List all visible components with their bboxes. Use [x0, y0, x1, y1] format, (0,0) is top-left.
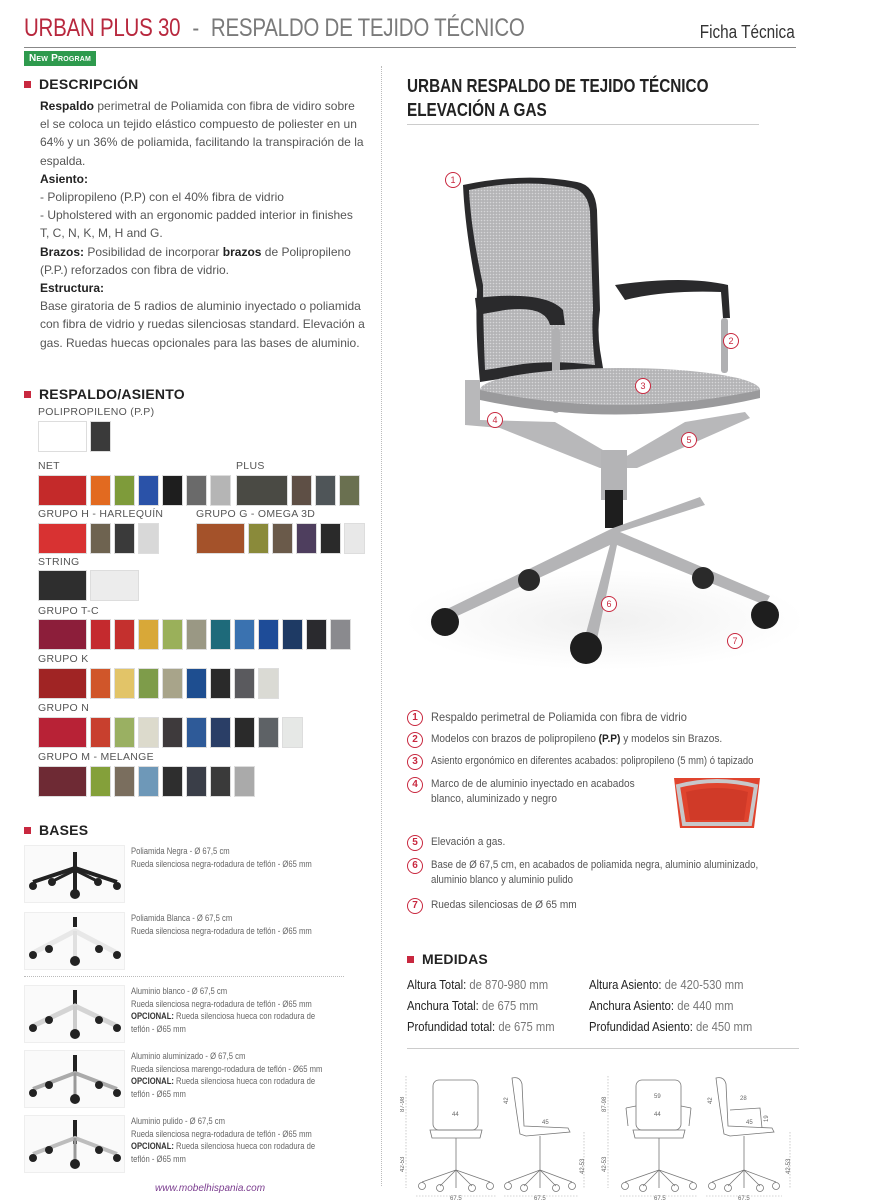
- measure-value: de 440 mm: [674, 999, 734, 1013]
- brazos-bold: brazos: [222, 244, 262, 259]
- swatch-group-label: NET: [38, 460, 60, 472]
- swatch-row-omega: [196, 523, 365, 554]
- color-swatch: [296, 523, 317, 554]
- color-swatch: [38, 717, 87, 748]
- optional-label: OPCIONAL:: [131, 1141, 174, 1151]
- medidas-heading: [407, 951, 488, 967]
- base-wheel: Rueda silenciosa negra-rodadura de teflón - Ø65 mm: [131, 1128, 312, 1139]
- measure-label: Altura Total:: [407, 978, 467, 992]
- svg-text:42-53: 42-53: [786, 1158, 792, 1174]
- feature-text: Elevación a gas.: [431, 836, 506, 848]
- feature-number-icon: 4: [407, 777, 423, 793]
- callout-3: 3: [635, 378, 651, 394]
- svg-text:44: 44: [654, 1112, 661, 1118]
- feature-item: [407, 710, 802, 726]
- color-swatch: [90, 421, 111, 452]
- section-title: DESCRIPCIÓN: [39, 76, 139, 92]
- color-swatch: [38, 421, 87, 452]
- feature-item: [407, 858, 802, 888]
- finishes-heading: [24, 386, 185, 402]
- callout-6: 6: [601, 596, 617, 612]
- section-bullet-icon: [407, 956, 414, 963]
- product-subtitle: RESPALDO DE TEJIDO TÉCNICO: [210, 14, 525, 42]
- swatch-row-plus: [236, 475, 360, 506]
- color-swatch: [339, 475, 360, 506]
- color-swatch: [114, 619, 135, 650]
- title-separator: -: [192, 14, 199, 42]
- callout-7: 7: [727, 633, 743, 649]
- color-swatch: [186, 766, 207, 797]
- title-underline: [407, 124, 759, 125]
- color-swatch: [210, 668, 231, 699]
- swatch-group-label: STRING: [38, 556, 80, 568]
- feature-number-icon: 5: [407, 835, 423, 851]
- feature-item: [407, 898, 802, 914]
- color-swatch: [306, 619, 327, 650]
- color-swatch: [162, 717, 183, 748]
- swatch-group-label: GRUPO T-C: [38, 605, 99, 617]
- swatch-row-net: [38, 475, 231, 506]
- color-swatch: [291, 475, 312, 506]
- swatch-row-harlequin: [38, 523, 159, 554]
- svg-text:67,5: 67,5: [738, 1196, 750, 1200]
- measure-label: Anchura Total:: [407, 999, 479, 1013]
- column-divider: [381, 66, 382, 1186]
- color-swatch: [162, 475, 183, 506]
- color-swatch: [315, 475, 336, 506]
- asiento-label: Asiento:: [40, 171, 88, 186]
- base-wheel: Rueda silenciosa negra-rodadura de teflón - Ø65 mm: [131, 925, 312, 936]
- swatch-group-label: GRUPO K: [38, 653, 89, 665]
- section-title: MEDIDAS: [422, 951, 488, 967]
- color-swatch: [234, 668, 255, 699]
- measure-value: de 450 mm: [692, 1020, 753, 1034]
- color-swatch: [90, 766, 111, 797]
- feature-number-icon: 1: [407, 710, 423, 726]
- color-swatch: [38, 523, 87, 554]
- base-star-icon: [24, 912, 125, 970]
- product-title-line-2: ELEVACIÓN A GAS: [407, 100, 547, 120]
- estructura-text: Base giratoria de 5 radios de aluminio inyectado o poliamida con fibra de vidrio y ruedas silenciosas standard. Elevación a gas. Ruedas huecas opcionales para las bases de aluminio.: [40, 299, 365, 350]
- feature-text: Base de Ø 67,5 cm, en acabados de poliamida negra, aluminio aluminizado,: [431, 859, 759, 871]
- color-swatch: [196, 523, 245, 554]
- measure-label: Profundidad total:: [407, 1020, 496, 1034]
- header-divider: [24, 47, 796, 48]
- base-item: [24, 1050, 354, 1110]
- color-swatch: [138, 523, 159, 554]
- color-swatch: [38, 766, 87, 797]
- base-star-icon: [24, 1115, 125, 1173]
- color-swatch: [138, 766, 159, 797]
- callout-2: 2: [723, 333, 739, 349]
- measure-label: Profundidad Asiento:: [589, 1020, 693, 1034]
- base-name: Aluminio aluminizado - Ø 67,5 cm: [131, 1051, 246, 1061]
- measure-value: de 870-980 mm: [466, 978, 549, 992]
- color-swatch: [90, 717, 111, 748]
- callout-1: 1: [445, 172, 461, 188]
- optional-text-2: teflón - Ø65 mm: [131, 1023, 186, 1034]
- color-swatch: [114, 717, 135, 748]
- color-swatch: [344, 523, 365, 554]
- brazos-text-2: de Polipropileno (P.P.) reforzados con fibra de vidrio.: [40, 244, 351, 277]
- measure-label: Anchura Asiento:: [589, 999, 675, 1013]
- section-title: RESPALDO/ASIENTO: [39, 386, 185, 402]
- feature-item: [407, 835, 802, 851]
- color-swatch: [114, 766, 135, 797]
- estructura-label: Estructura:: [40, 281, 105, 296]
- color-swatch: [210, 619, 231, 650]
- color-swatch: [258, 668, 279, 699]
- svg-text:42-53: 42-53: [580, 1158, 586, 1174]
- product-section-title: [407, 74, 708, 122]
- dimension-drawings: [400, 1070, 800, 1200]
- optional-label: OPCIONAL:: [131, 1076, 174, 1086]
- feature-number-icon: 7: [407, 898, 423, 914]
- optional-text-2: teflón - Ø65 mm: [131, 1088, 186, 1099]
- optional-label: OPCIONAL:: [131, 1011, 174, 1021]
- bases-heading: [24, 822, 88, 838]
- svg-text:67,5: 67,5: [654, 1196, 666, 1200]
- color-swatch: [258, 619, 279, 650]
- color-swatch: [272, 523, 293, 554]
- measure-value: de 675 mm: [495, 1020, 555, 1034]
- swatch-group-label: POLIPROPILENO (P.P): [38, 406, 155, 418]
- new-program-badge: New Program: [24, 51, 96, 66]
- swatch-group-label: PLUS: [236, 460, 265, 472]
- asiento-line-1: - Polipropileno (P.P) con el 40% fibra de vidrio: [40, 190, 284, 205]
- base-wheel: Rueda silenciosa marengo-rodadura de teflón - Ø65 mm: [131, 1063, 323, 1074]
- feature-text: Modelos con brazos de polipropileno: [431, 733, 599, 745]
- svg-text:67,5: 67,5: [534, 1196, 546, 1200]
- color-swatch: [90, 570, 139, 601]
- swatch-row-melange: [38, 766, 255, 797]
- color-swatch: [114, 475, 135, 506]
- color-swatch: [90, 619, 111, 650]
- color-swatch: [210, 475, 231, 506]
- color-swatch: [38, 668, 87, 699]
- feature-text-2: aluminio blanco y aluminio pulido: [431, 874, 574, 886]
- svg-text:45: 45: [542, 1120, 549, 1126]
- base-wheel: Rueda silenciosa negra-rodadura de teflón - Ø65 mm: [131, 998, 312, 1009]
- svg-text:42-53: 42-53: [400, 1156, 406, 1172]
- feature-text-2: blanco, aluminizado y negro: [431, 793, 558, 805]
- feature-number-icon: 2: [407, 732, 423, 748]
- base-name: Aluminio blanco - Ø 67,5 cm: [131, 986, 228, 996]
- svg-text:28: 28: [740, 1096, 747, 1102]
- asiento-line-2: - Upholstered with an ergonomic padded interior in finishes T, C, N, K, M, H and G.: [40, 208, 353, 241]
- section-bullet-icon: [24, 391, 31, 398]
- svg-text:45: 45: [746, 1120, 753, 1126]
- color-swatch: [138, 475, 159, 506]
- swatch-row-n: [38, 717, 303, 748]
- swatch-row-polipropileno: [38, 421, 111, 452]
- measure-value: de 675 mm: [478, 999, 539, 1013]
- base-name: Aluminio pulido - Ø 67,5 cm: [131, 1116, 225, 1126]
- color-swatch: [38, 619, 87, 650]
- section-title: BASES: [39, 822, 89, 838]
- product-name: URBAN PLUS 30: [24, 14, 181, 42]
- measure-value: de 420-530 mm: [661, 978, 744, 992]
- feature-number-icon: 3: [407, 754, 423, 770]
- feature-text-bold: (P.P): [598, 733, 621, 745]
- color-swatch: [114, 523, 135, 554]
- color-swatch: [38, 475, 87, 506]
- color-swatch: [90, 475, 111, 506]
- swatch-row-k: [38, 668, 279, 699]
- color-swatch: [162, 619, 183, 650]
- feature-item: [407, 754, 802, 770]
- color-swatch: [162, 766, 183, 797]
- feature-text: Marco de de aluminio inyectado en acabados: [431, 778, 635, 790]
- optional-text: Rueda silenciosa hueca con rodadura de: [173, 1076, 316, 1086]
- page-title: [24, 14, 525, 43]
- color-swatch: [90, 668, 111, 699]
- svg-text:67,5: 67,5: [450, 1196, 462, 1200]
- color-swatch: [234, 619, 255, 650]
- dim-width: 44: [452, 1112, 459, 1118]
- base-item: [24, 1115, 354, 1175]
- feature-text: Respaldo perimetral de Poliamida con fibra de vidrio: [431, 710, 687, 724]
- feature-item: [407, 732, 802, 748]
- swatch-row-string: [38, 570, 139, 601]
- svg-text:42-53: 42-53: [602, 1156, 608, 1172]
- callout-5: 5: [681, 432, 697, 448]
- color-swatch: [234, 717, 255, 748]
- desc-text: perimetral de Poliamida con fibra de vidiro sobre el se coloca un tejido elástico compuesto de poliester en un 64% y un 36% de poliamida, facilitando la transpiración de la espalda.: [40, 99, 364, 168]
- color-swatch: [210, 717, 231, 748]
- color-swatch: [114, 668, 135, 699]
- document-type-label: Ficha Técnica: [700, 22, 795, 42]
- description-body: [40, 97, 365, 352]
- swatch-group-label: GRUPO G - OMEGA 3D: [196, 508, 316, 520]
- svg-text:42: 42: [708, 1097, 714, 1104]
- desc-bold: Respaldo: [40, 99, 95, 113]
- color-swatch: [282, 717, 303, 748]
- base-star-icon: [24, 845, 125, 903]
- swatch-group-label: GRUPO N: [38, 702, 90, 714]
- color-swatch: [320, 523, 341, 554]
- website-link[interactable]: www.mobelhispania.com: [155, 1183, 266, 1194]
- base-item: [24, 845, 354, 905]
- color-swatch: [90, 523, 111, 554]
- base-star-icon: [24, 985, 125, 1043]
- feature-text: y modelos sin Brazos.: [620, 733, 723, 745]
- base-name: Poliamida Negra - Ø 67,5 cm: [131, 846, 230, 856]
- color-swatch: [186, 475, 207, 506]
- color-swatch: [138, 619, 159, 650]
- color-swatch: [282, 619, 303, 650]
- color-swatch: [38, 570, 87, 601]
- swatch-group-label: GRUPO M - MELANGE: [38, 751, 154, 763]
- color-swatch: [138, 668, 159, 699]
- swatch-group-label: GRUPO H - HARLEQUÍN: [38, 508, 164, 520]
- color-swatch: [138, 717, 159, 748]
- svg-text:59: 59: [654, 1094, 661, 1100]
- callout-4: 4: [487, 412, 503, 428]
- svg-text:19: 19: [764, 1115, 770, 1122]
- dim-height: 87-98: [400, 1096, 406, 1112]
- product-title-line-1: URBAN RESPALDO DE TEJIDO TÉCNICO: [407, 76, 709, 96]
- color-swatch: [186, 668, 207, 699]
- optional-text-2: teflón - Ø65 mm: [131, 1153, 186, 1164]
- section-bullet-icon: [24, 81, 31, 88]
- color-swatch: [162, 668, 183, 699]
- section-bullet-icon: [24, 827, 31, 834]
- color-swatch: [234, 766, 255, 797]
- base-item: [24, 985, 354, 1045]
- brazos-text: Posibilidad de incorporar: [84, 244, 223, 259]
- bases-divider: [24, 976, 344, 977]
- svg-text:87-98: 87-98: [602, 1096, 608, 1112]
- optional-text: Rueda silenciosa hueca con rodadura de: [173, 1011, 316, 1021]
- color-swatch: [210, 766, 231, 797]
- base-item: [24, 912, 354, 972]
- brazos-label: Brazos:: [40, 244, 85, 259]
- svg-text:42: 42: [504, 1097, 510, 1104]
- feature-text: Ruedas silenciosas de Ø 65 mm: [431, 899, 577, 911]
- base-star-icon: [24, 1050, 125, 1108]
- base-wheel: Rueda silenciosa negra-rodadura de teflón - Ø65 mm: [131, 858, 312, 869]
- color-swatch: [236, 475, 288, 506]
- feature-number-icon: 6: [407, 858, 423, 874]
- measure-label: Altura Asiento:: [589, 978, 662, 992]
- optional-text: Rueda silenciosa hueca con rodadura de: [173, 1141, 316, 1151]
- feature-text: Asiento ergonómico en diferentes acabados: polipropileno (5 mm) ó tapizado: [431, 755, 754, 767]
- chair-image: [405, 150, 800, 675]
- seat-frame-image: [662, 772, 772, 834]
- color-swatch: [248, 523, 269, 554]
- description-heading: [24, 76, 138, 92]
- color-swatch: [330, 619, 351, 650]
- color-swatch: [186, 717, 207, 748]
- swatch-row-tc: [38, 619, 351, 650]
- base-name: Poliamida Blanca - Ø 67,5 cm: [131, 913, 233, 923]
- medidas-divider: [407, 1048, 799, 1049]
- color-swatch: [186, 619, 207, 650]
- color-swatch: [258, 717, 279, 748]
